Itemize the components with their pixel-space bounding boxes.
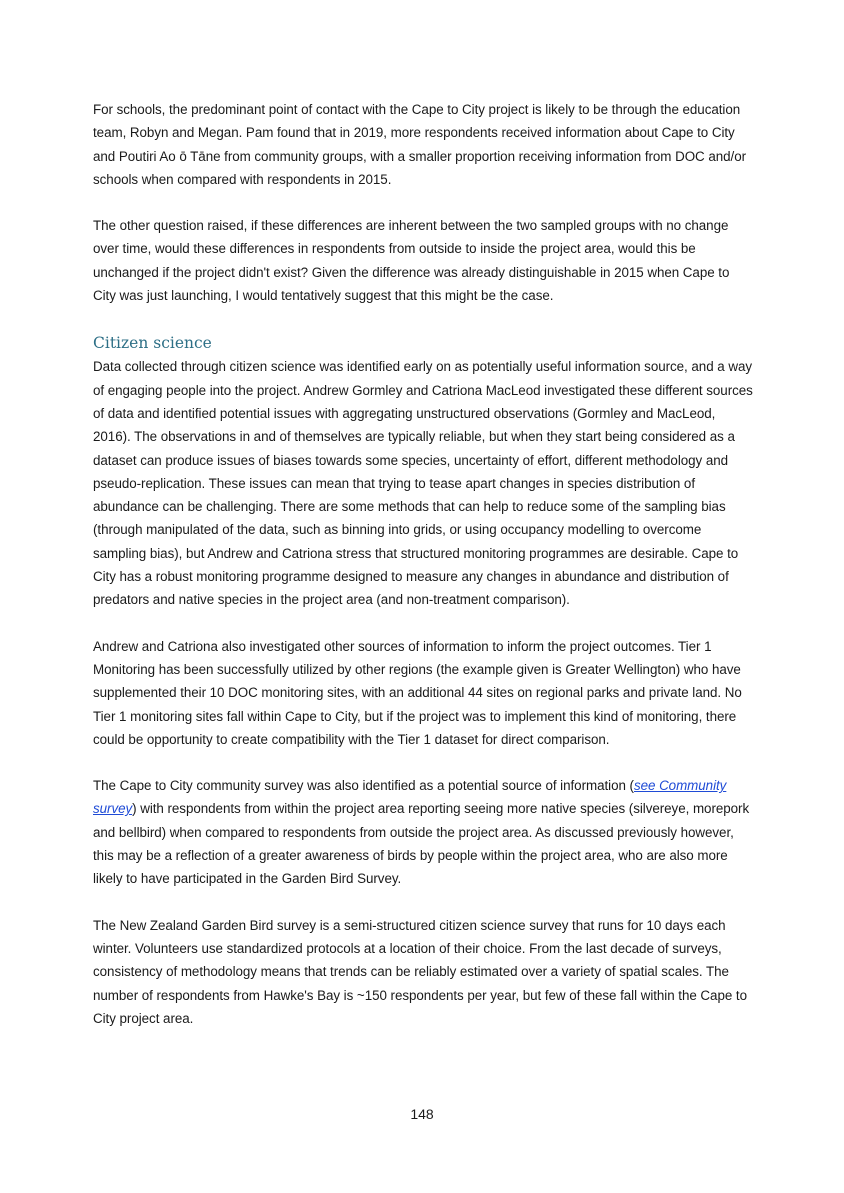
community-survey-text-after: ) with respondents from within the project area reporting seeing more native species (silvereye, morepork and bellbird) when compared to respondents from outside the project area. As discussed previously however, this may be a reflection of a greater awareness of birds by people within the project area, who are also more likely to have participated in the Garden Bird Survey. <box>93 801 750 887</box>
paragraph-garden-bird: The New Zealand Garden Bird survey is a semi-structured citizen science survey that runs for 10 days each winter. Volunteers use standardized protocols at a location of their choice. From the last decade of surveys, consistency of methodology means that trends can be reliably estimated over a variety of spatial scales. The number of respondents from Hawke's Bay is ~150 respondents per year, but few of these fall within the Cape to City project area. <box>93 917 747 1026</box>
paragraph-community-survey <box>93 774 753 890</box>
page-number: 148 <box>410 1106 434 1122</box>
paragraph-spacer <box>93 612 753 635</box>
paragraph-schools: For schools, the predominant point of contact with the Cape to City project is likely to be through the education team, Robyn and Megan. Pam found that in 2019, more respondents received information about Cape to City and Poutiri Ao ō Tāne from community groups, with a smaller proportion receiving information from DOC and/or schools when compared with respondents in 2015. <box>93 102 747 187</box>
document-page <box>93 98 753 1030</box>
paragraph-spacer <box>93 191 753 214</box>
paragraph-spacer <box>93 751 753 774</box>
community-survey-text-before: The Cape to City community survey was also identified as a potential source of information ( <box>93 778 634 794</box>
paragraph-data-collected: Data collected through citizen science was identified early on as potentially useful information source, and a way of engaging people into the project. Andrew Gormley and Catriona MacLeod investigated these different sources of data and identified potential issues with aggregating unstructured observations (Gormley and MacLeod, 2016). The observations in and of themselves are typically reliable, but when they start being considered as a dataset can produce issues of biases towards some species, uncertainty of effort, different methodology and pseudo-replication. These issues can mean that trying to tease apart changes in species distribution of abundance can be challenging. There are some methods that can help to reduce some of the sampling bias (through manipulated of the data, such as binning into grids, or using occupancy modelling to overcome sampling bias), but Andrew and Catriona stress that structured monitoring programmes are desirable. Cape to City has a robust monitoring programme designed to measure any changes in abundance and distribution of predators and native species in the project area (and non-treatment comparison). <box>93 359 753 608</box>
paragraph-tier1: Andrew and Catriona also investigated other sources of information to inform the project outcomes. Tier 1 Monitoring has been successfully utilized by other regions (the example given is Greater Wellington) who have supplemented their 10 DOC monitoring sites, with an additional 44 sites on regional parks and private land. No Tier 1 monitoring sites fall within Cape to City, but if the project was to implement this kind of monitoring, there could be opportunity to create compatibility with the Tier 1 dataset for direct comparison. <box>93 638 742 747</box>
paragraph-question: The other question raised, if these differences are inherent between the two sampled groups with no change over time, would these differences in respondents from outside to inside the project area, would this be unchanged if the project didn't exist? Given the difference was already distinguishable in 2015 when Cape to City was just launching, I would tentatively suggest that this might be the case. <box>93 218 730 304</box>
paragraph-spacer <box>93 891 753 914</box>
see-community-survey-link[interactable]: see Community survey <box>93 778 727 817</box>
section-heading-citizen-science: Citizen science <box>93 334 212 353</box>
